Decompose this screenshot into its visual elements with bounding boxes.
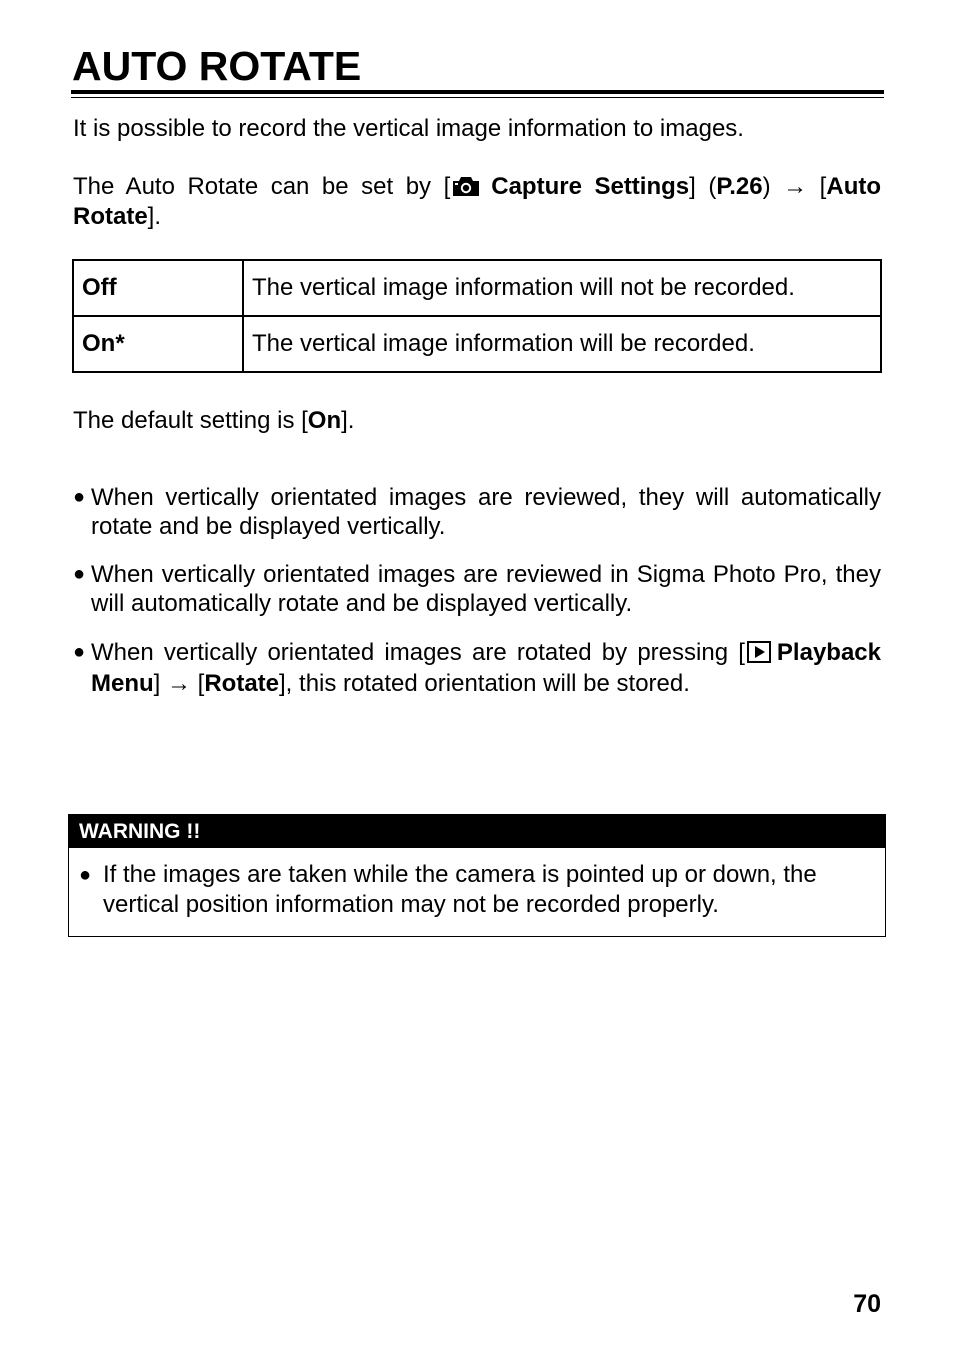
auto-rotate-label: Auto Rotate: [73, 173, 882, 230]
default-prefix: The default setting is [: [73, 407, 308, 434]
warning-text: If the images are taken while the camera is pointed up or down, the vertical position information may not be recorded properly.: [103, 861, 817, 918]
warning-body: [69, 848, 885, 920]
warning-heading: WARNING !!: [69, 815, 885, 848]
set-by-arrow: ) → [: [762, 173, 827, 200]
page-number: 70: [853, 1290, 881, 1318]
options-table: [72, 259, 882, 373]
note-text: When vertically orientated images are reviewed in Sigma Photo Pro, they will automatically rotate and be displayed vertically.: [91, 561, 881, 617]
table-row: [73, 260, 881, 316]
note-text: When vertically orientated images are reviewed, they will automatically rotate and be displayed vertically.: [91, 484, 881, 540]
title-underline-thin: [71, 97, 884, 98]
option-key: Off: [73, 260, 243, 316]
playback-menu-label: Playback Menu: [91, 639, 881, 697]
note-text-prefix: When vertically orientated images are rotated by pressing [: [91, 639, 745, 666]
default-setting-paragraph: [73, 406, 881, 436]
set-by-mid: ] (: [689, 173, 717, 200]
set-by-end: ].: [147, 203, 162, 230]
set-by-prefix: The Auto Rotate can be set by [: [73, 173, 451, 200]
warning-box: [68, 814, 886, 937]
intro-paragraph: It is possible to record the vertical image information to images.: [73, 115, 744, 142]
list-item: [73, 560, 881, 618]
bullet-dot-icon: ●: [73, 641, 86, 663]
bullet-dot-icon: ●: [79, 864, 92, 886]
option-key: On*: [73, 316, 243, 372]
play-icon: [747, 641, 771, 663]
option-description: The vertical image information will not be recorded.: [243, 260, 881, 316]
camera-icon: [451, 175, 481, 197]
set-by-paragraph: [73, 172, 881, 232]
note-text-suffix: ], this rotated orientation will be stored.: [279, 670, 690, 697]
page-title: AUTO ROTATE: [72, 43, 362, 89]
page-reference: P.26: [716, 173, 763, 200]
default-end: ].: [341, 407, 355, 434]
bullet-dot-icon: ●: [73, 486, 86, 508]
capture-settings-label: Capture Settings: [491, 173, 690, 200]
table-row: [73, 316, 881, 372]
note-arrow: ] → [: [153, 670, 205, 697]
bullet-dot-icon: ●: [73, 563, 86, 585]
notes-list: [73, 483, 881, 718]
option-description: The vertical image information will be recorded.: [243, 316, 881, 372]
rotate-label: Rotate: [204, 670, 280, 697]
default-value: On: [307, 407, 342, 434]
list-item: [73, 637, 881, 699]
title-underline-thick: [71, 90, 884, 94]
list-item: [73, 483, 881, 541]
